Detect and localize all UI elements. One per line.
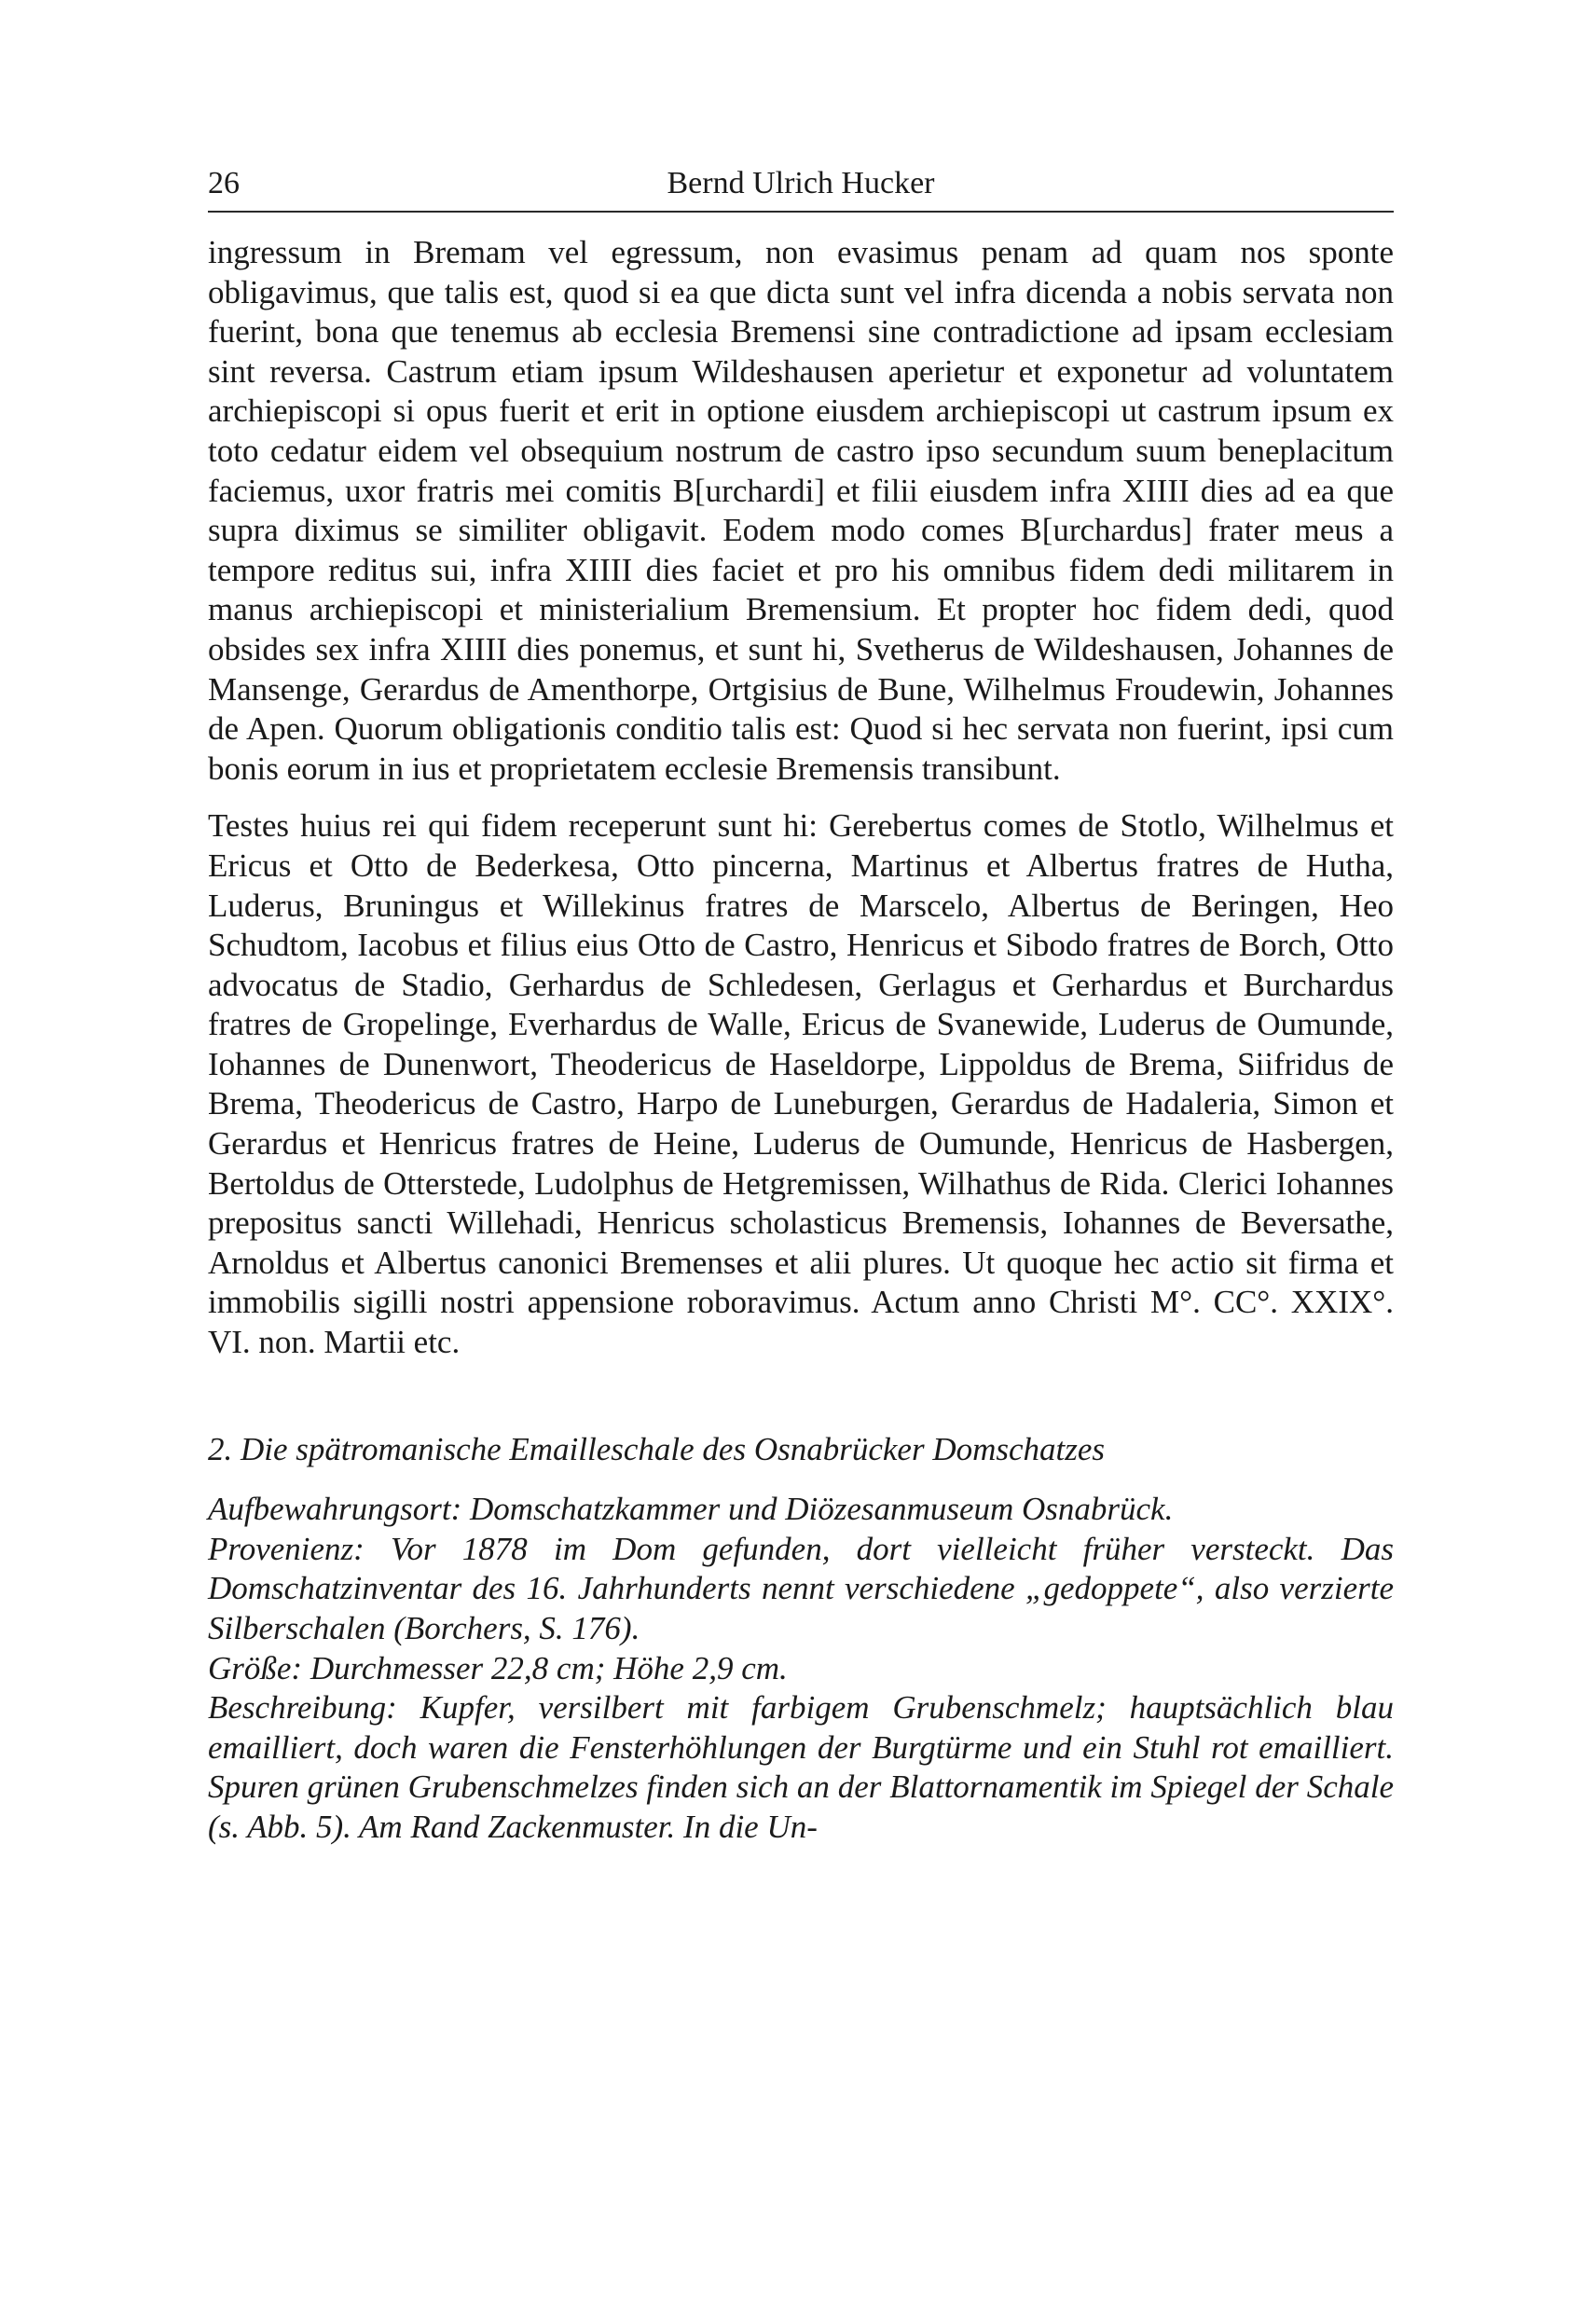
storage-location: Aufbewahrungsort: Domschatzkammer und Diözesanmuseum Osnabrück. [208, 1491, 1174, 1528]
object-size: Größe: Durchmesser 22,8 cm; Höhe 2,9 cm. [208, 1649, 788, 1686]
body-text [208, 233, 1394, 1363]
running-title: Bernd Ulrich Hucker [667, 166, 935, 200]
object-description: Beschreibung: Kupfer, versilbert mit farbigem Grubenschmelz; hauptsächlich blau emailliert, doch waren die Fensterhöhlungen der Burgtürme und ein Stuhl rot emailliert. Spuren grünen Grubenschmelzes finden sich an der Blattornamentik im Spiegel der Schale (s. Abb. 5). Am Rand Zackenmuster. In die Un- [208, 1689, 1394, 1845]
object-metadata [208, 1490, 1394, 1847]
page-number: 26 [208, 166, 240, 200]
section-heading: 2. Die spätromanische Emailleschale des Osnabrücker Domschatzes [208, 1430, 1106, 1467]
provenance: Provenienz: Vor 1878 im Dom gefunden, dort vielleicht früher versteckt. Das Domschatzinventar des 16. Jahrhunderts nennt verschiedene „gedoppete“, also verzierte Silberschalen (Borchers, S. 176). [208, 1530, 1394, 1646]
charter-text-paragraph: ingressum in Bremam vel egressum, non evasimus penam ad quam nos sponte obligavimus, que talis est, quod si ea que dicta sunt vel infra dicenda a nobis servata non fuerint, bona que tenemus ab ecclesia Bremensi sine contradictione ad ipsam ecclesiam sint reversa. Castrum etiam ipsum Wildeshausen aperietur et exponetur ad voluntatem archiepiscopi si opus fuerit et erit in optione eiusdem archiepiscopi ut castrum ipsum ex toto cedatur eidem vel obsequium nostrum de castro ipso secundum suum beneplacitum faciemus, uxor fratris mei comitis B[urchardi] et filii eiusdem infra XIIII dies ad ea que supra diximus se similiter obligavit. Eodem modo comes B[urchardus] frater meus a tempore reditus sui, infra XIIII dies faciet et pro his omnibus fidem dedi militarem in manus archiepiscopi et ministerialium Bremensium. Et propter hoc fidem dedi, quod obsides sex infra XIIII dies ponemus, et sunt hi, Svetherus de Wildeshausen, Johannes de Mansenge, Gerardus de Amenthorpe, Ortgisius de Bune, Wilhelmus Froudewin, Johannes de Apen. Quorum obligationis conditio talis est: Quod si hec servata non fuerint, ipsi cum bonis eorum in ius et proprietatem ecclesie Bremensis transibunt. [208, 234, 1394, 787]
witness-list-paragraph: Testes huius rei qui fidem receperunt sunt hi: Gerebertus comes de Stotlo, Wilhelmus et Ericus et Otto de Bederkesa, Otto pincerna, Martinus et Albertus fratres de Hutha, Luderus, Bruningus et Willekinus fratres de Marscelo, Albertus de Beringen, Heo Schudtom, Iacobus et filius eius Otto de Castro, Henricus et Sibodo fratres de Borch, Otto advocatus de Stadio, Gerhardus de Schledesen, Gerlagus et Gerhardus et Burchardus fratres de Gropelinge, Everhardus de Walle, Ericus de Svanewide, Luderus de Oumunde, Iohannes de Dunenwort, Theodericus de Haseldorpe, Lippoldus de Brema, Siifridus de Brema, Theodericus de Castro, Harpo de Luneburgen, Gerardus de Hadaleria, Simon et Gerardus et Henricus fratres de Heine, Luderus de Oumunde, Henricus de Hasbergen, Bertoldus de Otterstede, Ludolphus de Hetgremissen, Wilhathus de Rida. Clerici Iohannes prepositus sancti Willehadi, Henricus scholasticus Bremensis, Iohannes de Beversathe, Arnoldus et Albertus canonici Bremenses et alii plures. Ut quoque hec actio sit firma et immobilis sigilli nostri appensione roboravimus. Actum anno Christi M°. CC°. XXIX°. VI. non. Martii etc. [208, 807, 1394, 1361]
running-header [208, 158, 1394, 213]
document-page [208, 158, 1394, 1848]
